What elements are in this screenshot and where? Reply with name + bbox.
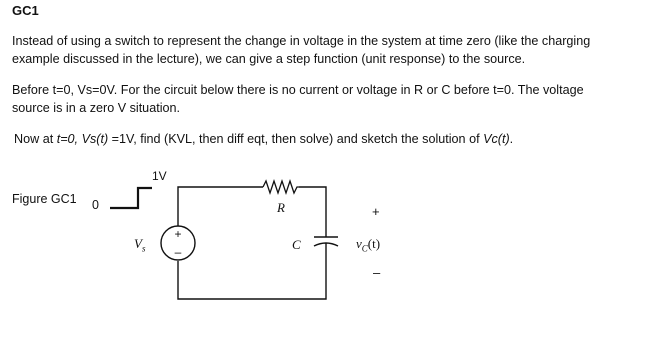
vc-minus-label: – — [373, 265, 381, 280]
task-prefix: Now at — [14, 132, 57, 146]
capacitor-label: C — [292, 237, 301, 252]
resistor — [263, 181, 299, 193]
source-label-main: V — [134, 236, 142, 251]
voltage-source — [161, 226, 195, 260]
figure-label: Figure GC1 — [12, 192, 77, 206]
step-high-label: 1V — [152, 169, 167, 183]
source-label-sub: s — [141, 243, 146, 254]
intro-line-2: example discussed in the lecture), we can give a step function (unit response) to the source. — [12, 52, 526, 66]
page-title: GC1 — [12, 3, 39, 18]
step-function-graph — [110, 188, 152, 208]
task-middle: =1V, find (KVL, then diff eqt, then solve) and sketch the solution of — [108, 132, 484, 146]
wire-top-right — [299, 187, 326, 237]
initial-condition-line-2: source is in a zero V situation. — [12, 101, 180, 115]
resistor-label: R — [277, 200, 285, 215]
wire-bottom — [178, 243, 326, 299]
intro-line-1: Instead of using a switch to represent the change in voltage in the system at time zero (like the charging — [12, 34, 591, 48]
vc-label-sub: C — [361, 243, 368, 254]
task-time: t=0, — [56, 132, 79, 146]
source-minus-sign: – — [174, 245, 182, 259]
vc-plus-label: + — [372, 204, 380, 219]
vc-label-arg: (t) — [367, 236, 381, 251]
step-low-label: 0 — [92, 198, 99, 212]
wire-top-left — [178, 187, 263, 226]
task-end: . — [509, 132, 514, 146]
task-vs: Vs(t) — [81, 132, 109, 146]
task-vc: Vc(t) — [483, 132, 510, 146]
vc-label-main: v — [356, 236, 362, 251]
initial-condition-line-1: Before t=0, Vs=0V. For the circuit below there is no current or voltage in R or C before t=0. The voltage — [12, 83, 584, 97]
source-plus-sign: + — [174, 227, 182, 241]
